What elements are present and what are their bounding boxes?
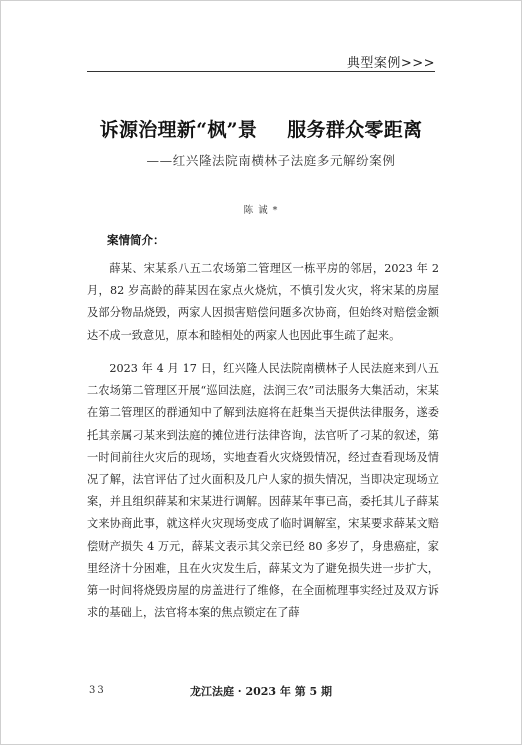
author-name: 陈 诚 * [243,205,279,216]
article-subtitle: ——红兴隆法院南横林子法庭多元解纷案例 [146,153,396,168]
body-paragraph-1: 薛某、宋某系八五二农场第二管理区一栋平房的邻居，2023 年 2 月，82 岁高龄的薛某因在家点火烧炕，不慎引发火灾，将宋某的房屋及部分物品烧毁，两家人因损害赔偿问题多次协商，但始终对赔偿金额达不成一致意见，原本和睦相处的两家人也因此事生疏了起来。 [87,262,439,342]
section-heading: 案情简介： [107,233,165,247]
title-part-1: 诉源治理新“枫”景 [99,119,258,141]
section-label: 典型案例>>> [346,56,435,71]
journal-footer: 龙江法庭 · 2023 年 第 5 期 [189,685,333,698]
page-number: 33 [89,685,106,696]
title-part-2: 服务群众零距离 [287,119,423,141]
article-title [1,115,521,142]
header-divider [87,71,435,72]
body-paragraph-2: 2023 年 4 月 17 日，红兴隆人民法院南横林子人民法庭来到八五二农场第二管理区开展“巡回法庭，法润三农”司法服务大集活动，宋某在第二管理区的群通知中了解到法庭将在赶集当天提供法律服务，遂委托其亲属刁某来到法庭的摊位进行法律咨询，法官听了刁某的叙述，第一时间前往火灾后的现场，实地查看火灾烧毁情况，经过查看现场及情况了解，法官评估了过火面积及几户人家的损失情况，当即决定现场立案，并且组织薛某和宋某进行调解。因薛某年事已高，委托其儿子薛某文来协商此事，就这样火灾现场变成了临时调解室，宋某要求薛某文赔偿财产损失 4 万元，薛某文表示其父亲已经 80 多岁了，身患癌症，家里经济十分困难，且在火灾发生后，薛某文为了避免损失进一步扩大，第一时间将烧毁房屋的房盖进行了维修，在全面梳理事实经过及双方诉求的基础上，法官将本案的焦点锁定在了薛 [87,362,439,620]
